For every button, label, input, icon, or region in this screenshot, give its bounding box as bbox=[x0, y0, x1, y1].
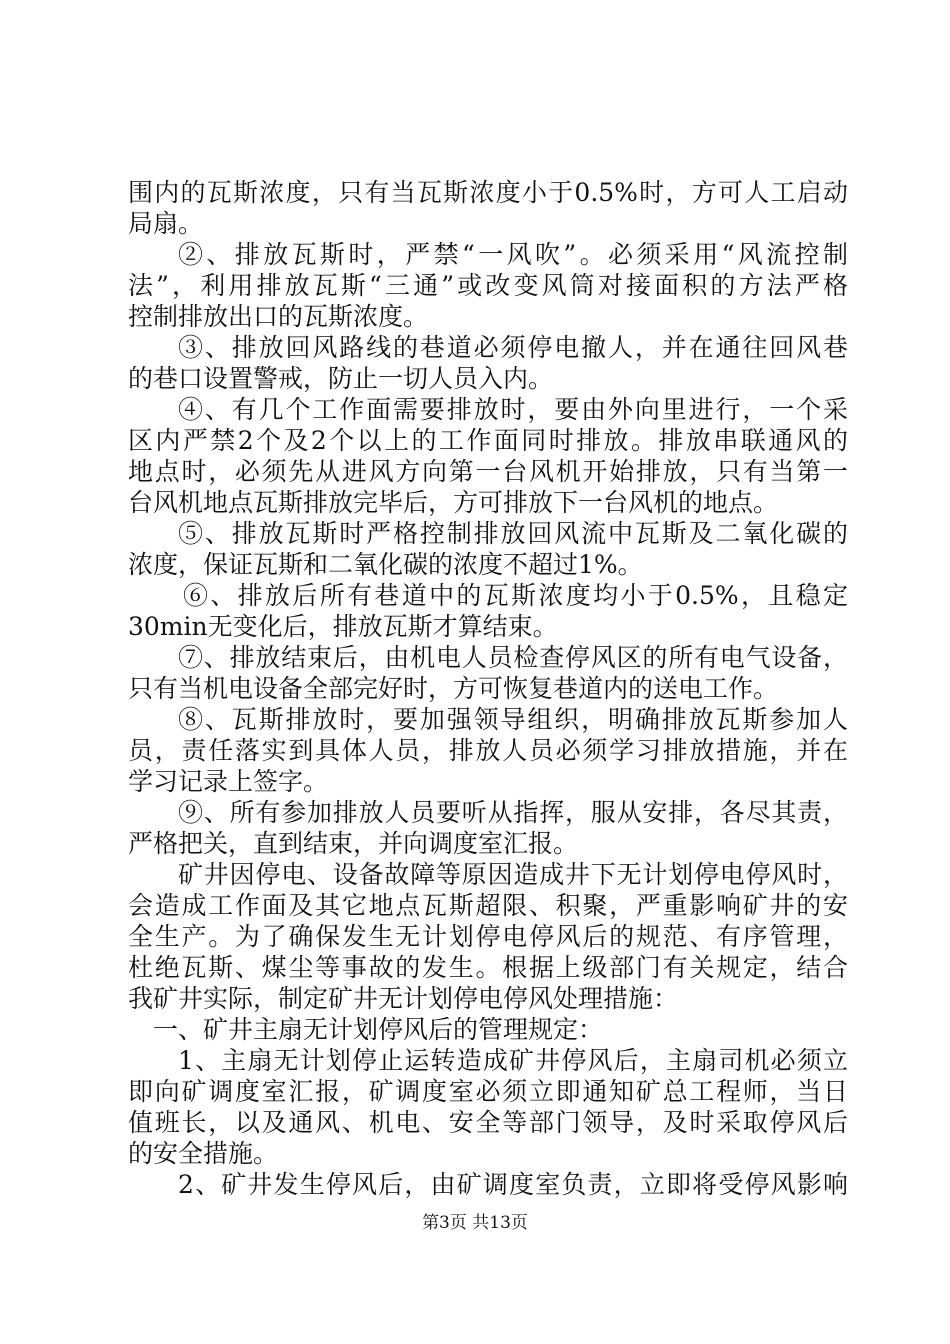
text-line: 区内严禁2个及2个以上的工作面同时排放。排放串联通风的 bbox=[128, 426, 848, 455]
text-line: ③、排放回风路线的巷道必须停电撤人，并在通往回风巷 bbox=[178, 333, 848, 362]
text-line: ②、排放瓦斯时，严禁“一风吹”。必须采用“风流控制 bbox=[178, 240, 848, 269]
text-line: ⑨、所有参加排放人员要听从指挥，服从安排，各尽其责， bbox=[178, 798, 848, 827]
text-line: 学习记录上签字。 bbox=[128, 767, 329, 796]
text-line: 局扇。 bbox=[128, 209, 204, 238]
text-line: 一、矿井主扇无计划停风后的管理规定： bbox=[153, 1015, 604, 1044]
text-line: 我矿井实际，制定矿井无计划停电停风处理措施： bbox=[128, 984, 679, 1013]
text-line: 台风机地点瓦斯排放完毕后，方可排放下一台风机的地点。 bbox=[128, 488, 779, 517]
text-line: 严格把关，直到结束，并向调度室汇报。 bbox=[128, 829, 579, 858]
text-line: 1、主扇无计划停止运转造成矿井停风后，主扇司机必须立 bbox=[178, 1046, 848, 1075]
text-line: 值班长，以及通风、机电、安全等部门领导，及时采取停风后 bbox=[128, 1108, 848, 1137]
text-line: 的巷口设置警戒，防止一切人员入内。 bbox=[128, 364, 554, 393]
text-line: 控制排放出口的瓦斯浓度。 bbox=[128, 302, 429, 331]
text-line: ⑥、排放后所有巷道中的瓦斯浓度均小于0.5%，且稳定 bbox=[183, 581, 848, 610]
text-line: 地点时，必须先从进风方向第一台风机开始排放，只有当第一 bbox=[128, 457, 848, 486]
text-line: 浓度，保证瓦斯和二氧化碳的浓度不超过1%。 bbox=[128, 550, 643, 579]
text-line: 法”，利用排放瓦斯“三通”或改变风筒对接面积的方法严格 bbox=[128, 271, 848, 300]
text-line: 杜绝瓦斯、煤尘等事故的发生。根据上级部门有关规定，结合 bbox=[128, 953, 848, 982]
text-line: 全生产。为了确保发生无计划停电停风后的规范、有序管理， bbox=[128, 922, 848, 951]
text-line: 矿井因停电、设备故障等原因造成井下无计划停电停风时， bbox=[178, 860, 848, 889]
text-line: 即向矿调度室汇报，矿调度室必须立即通知矿总工程师，当日 bbox=[128, 1077, 848, 1106]
page-footer: 第3页 共13页 bbox=[422, 1213, 528, 1233]
text-line: 会造成工作面及其它地点瓦斯超限、积聚，严重影响矿井的安 bbox=[128, 891, 848, 920]
text-line: ⑤、排放瓦斯时严格控制排放回风流中瓦斯及二氧化碳的 bbox=[178, 519, 848, 548]
text-line: ⑧、瓦斯排放时，要加强领导组织，明确排放瓦斯参加人 bbox=[178, 705, 848, 734]
text-line: ⑦、排放结束后，由机电人员检查停风区的所有电气设备， bbox=[178, 643, 848, 672]
text-line: 员，责任落实到具体人员，排放人员必须学习排放措施，并在 bbox=[128, 736, 848, 765]
text-line: 的安全措施。 bbox=[128, 1139, 279, 1168]
text-line: 只有当机电设备全部完好时，方可恢复巷道内的送电工作。 bbox=[128, 674, 779, 703]
text-line: 围内的瓦斯浓度，只有当瓦斯浓度小于0.5%时，方可人工启动 bbox=[128, 178, 848, 207]
text-line: 30min无变化后，排放瓦斯才算结束。 bbox=[128, 612, 558, 641]
text-line: ④、有几个工作面需要排放时，要由外向里进行，一个采 bbox=[178, 395, 848, 424]
text-line: 2、矿井发生停风后，由矿调度室负责，立即将受停风影响 bbox=[178, 1170, 848, 1199]
